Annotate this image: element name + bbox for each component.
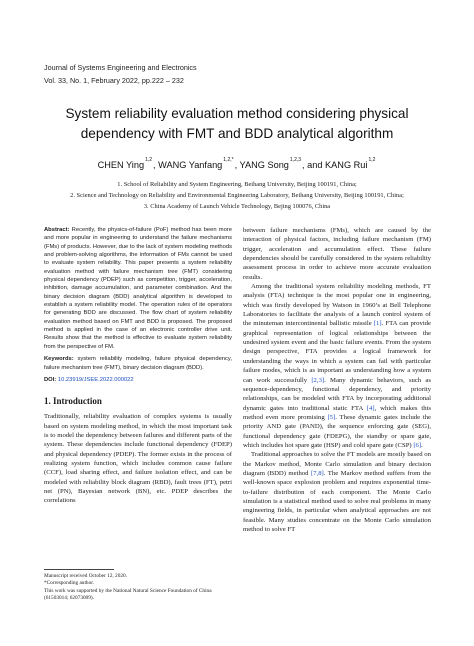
keywords-text: system reliability modeling, failure physical dependency, failure mechanism tree (FMT), binary decision diagram (BDD). [44,356,232,371]
doi-label: DOI: [44,376,57,383]
doi [44,376,232,384]
journal-name: Journal of Systems Engineering and Electronics [44,63,197,72]
author-affiliation-mark: 1,2 [368,157,376,163]
citation-link[interactable]: [2,3] [311,376,325,384]
citation-link[interactable]: [4] [366,404,375,412]
doi-link[interactable]: 10.23919/JSEE.2022.000022 [57,376,134,383]
citation-link[interactable]: [5] [327,413,336,421]
section-heading: 1. Introduction [44,396,102,407]
author-name: YANG Song [239,160,289,170]
text-run: Traditional approaches to solve the FT models are mostly based on the Markov method, Monte Carlo simulation and binary decision diagram (BDD) method [243,451,431,477]
author-list: CHEN Ying$^{1,2}$, WANG Yanfang$^{1,2,*}$, YANG Song$^{1,2,3}$, and KANG Rui$^{1,2}$ [97,157,376,170]
intro-paragraph: Traditionally, reliability evaluation of complex systems is usually based on system modeling method, in which the most important task is to model the dependency between failures and different parts of the system. These dependencies include functional dependency (FDEP) and physical dependency (PDEP). The former exists in the process of realizing system function, which includes common cause failure (CCF), load sharing effect, and failure isolation effect, and can be modeled with reliability block diagram (RBD), fault trees (FT), petri net (PN), Bayesian network (BN), etc. PDEP describes the correlations [44,413,232,505]
footnote-corresponding: *Corresponding author. [44,580,95,587]
paper-title-line1: System reliability evaluation method considering physical [65,106,409,121]
author-name: CHEN Ying [97,160,145,170]
body-paragraph [243,450,431,534]
author-affiliation-mark: 1,2,* [223,157,234,163]
abstract [44,226,232,351]
author-name: KANG Rui [325,160,368,170]
text-run: Among the traditional system reliability modeling methods, FT analysis (FTA) technique is the most popular one in engineering, which was firstly developed by Watson in 1960’s at Bell Telephone Laboratories to facilitate the analysis of a launch control system of the minuteman intercontinental ballistic missile [243,283,431,328]
body-paragraph: between failure mechanisms (FMs), which are caused by the interaction of physical factors, including failure mechanism (FM) trigger, acceleration and accumulation effect. These failure dependencies should be carefully considered in the system reliability assessment process in order to achieve more accurate evaluation results. [243,227,431,281]
abstract-label: Abstract: [44,227,70,233]
footnotes [44,573,232,602]
body-paragraph [243,282,431,450]
text-run: . [421,441,423,449]
paper-title-line2: dependency with FMT and BDD analytical algorithm [80,126,394,141]
right-column [243,226,431,534]
citation-link[interactable]: [7,8] [310,469,324,477]
author-affiliation-mark: 1,2,3 [289,157,302,163]
text-run: . The Markov method suffers from the well-known space explosion problem and requires exponential time-to-failure distribution of each component. The Monte Carlo simulation is a statistical method used to solve real problems in many engineering fields, in particular when analytical approaches are not feasible. Many studies concentrate on the Monte Carlo simulation method to solve FT [243,469,431,533]
text-run: , which makes this method even more promising [243,404,431,421]
affiliation-2: 2. Science and Technology on Reliability and Environmental Engineering Laboratory, Beihang University, Beijing 100191, China; [70,192,404,199]
keywords-label: Keywords: [44,356,74,363]
text-run: . FTA can provide graphical representation of logical relationships between the undesired system event and the basic failure events. From the system design perspective, FTA provides a logical framework for understanding the ways in which a system can fail with particular failure modes, which is as important as understanding how a system can work successfully [243,320,431,384]
footnote-funding: This work was supported by the National Natural Science Foundation of China (61503014; 62073009). [44,587,212,601]
author-affiliation-mark: 1,2 [145,157,153,163]
author-name: WANG Yanfang [158,160,223,170]
affiliation-1: 1. School of Reliability and System Engineering, Beihang University, Beijing 100191, China; [117,181,357,188]
citation-link[interactable]: [1] [373,320,382,328]
citation-link[interactable]: [6] [413,441,422,449]
text-run: . Many dynamic behaviors, such as sequence-dependency, functional dependency, and priority relationships, can be modeled with FTA by incorporating additional dynamic gates into traditional static FTA [243,376,431,412]
left-column [44,226,232,506]
keywords [44,355,232,372]
affiliation-3: 3. China Academy of Launch Vehicle Technology, Bejing 100076, China [143,203,331,210]
footnote-divider [44,569,114,570]
footnote-received: Manuscript received October 12, 2020. [44,573,127,579]
text-run: . These dynamic gates include the priority AND gate (PAND), the sequence enforcing gate (SEG), functional dependency gate (FDEPG), the standby or spare gate, which includes hot spare gate (HSP) and cold spare gate (CSP) [243,413,432,449]
journal-issue: Vol. 33, No. 1, February 2022, pp.222 – 232 [44,76,184,85]
abstract-text: Recently, the physics-of-failure (PoF) method has been more and more popular in engineering to understand the failure mechanisms (FMs) of products. However, due to the lack of system modeling methods and problem-solving algorithms, the information of FMs cannot be used to evaluate system reliability. This paper presents a system reliability evaluation method with failure mechanism tree (FMT) considering physical dependency (PDEP) such as competition, trigger, acceleration, inhibition, damage accumulation, and parameter combination. And the binary decision diagram (BDD) analytical algorithm is developed to establish a system reliability model. The operation rules of ite operators for generating BDD are discussed. The flow chart of system reliability evaluation method based on FMT and BDD is proposed. The proposed method is applied in the case of an electronic controller drive unit. Results show that the method is effective to evaluate system reliability from the perspective of FM. [44,227,232,350]
